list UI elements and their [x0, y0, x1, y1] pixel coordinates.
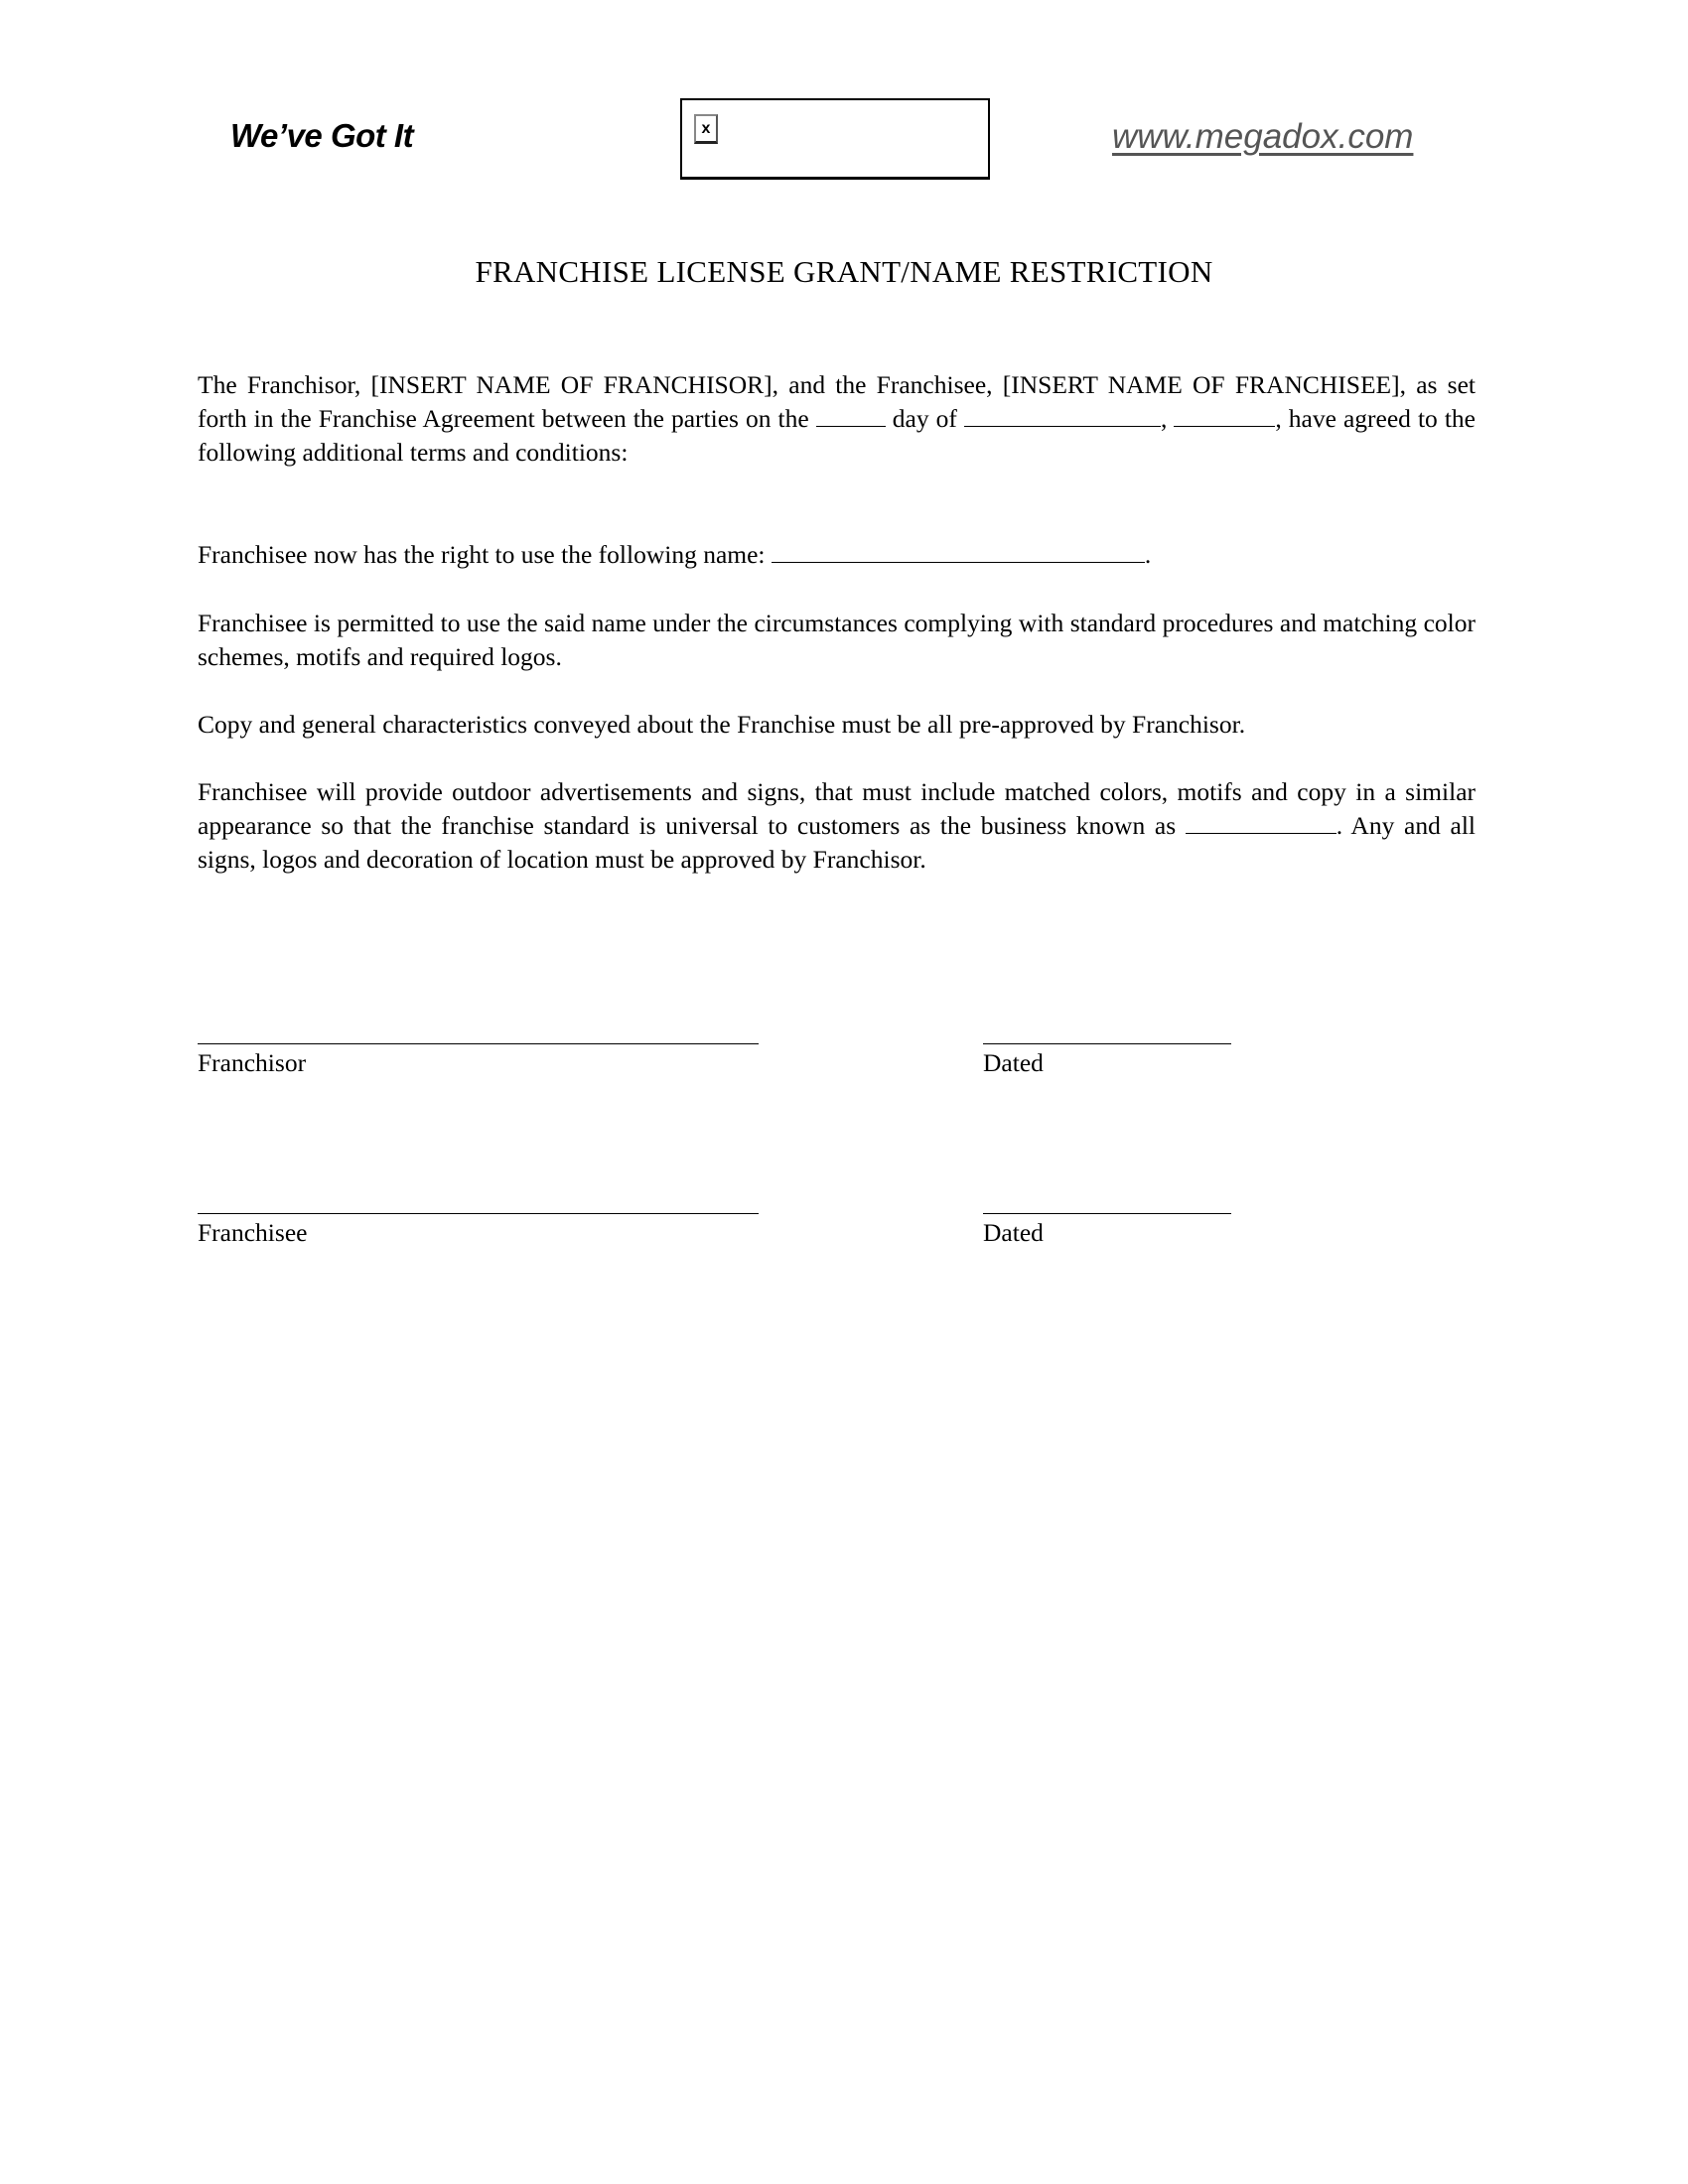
month-blank[interactable] [964, 406, 1161, 427]
intro-text-1: The Franchisor, [INSERT NAME OF FRANCHISOR], and the Franchisee, [INSERT NAME OF FRANCHISEE], as set forth in the Franchise Agreement between the parties on the [198, 370, 1476, 433]
intro-text-2: day of [892, 404, 957, 433]
franchisor-date-line[interactable] [983, 1043, 1231, 1044]
name-grant-period: . [1144, 540, 1152, 569]
franchisee-date-line[interactable] [983, 1213, 1231, 1214]
intro-text-3: , have agreed to the following additional terms and conditions: [198, 404, 1477, 467]
year-blank[interactable] [1174, 406, 1275, 427]
name-grant-text: Franchisee now has the right to use the following name: [198, 540, 766, 569]
intro-comma: , [1160, 404, 1168, 433]
approval-paragraph: Copy and general characteristics conveyed about the Franchise must be all pre-approved by Franchisor. [198, 710, 1246, 739]
franchisee-label: Franchisee [198, 1218, 308, 1247]
usage-paragraph: Franchisee is permitted to use the said name under the circumstances complying with standard procedures and matching color schemes, motifs and required logos. [198, 609, 1476, 671]
document-title: FRANCHISE LICENSE GRANT/NAME RESTRICTION [475, 254, 1213, 289]
signage-paragraph [198, 775, 1476, 877]
day-blank[interactable] [816, 406, 886, 427]
signage-text-2: . Any and all signs, logos and decoration of location must be approved by Franchisor. [198, 811, 1476, 874]
intro-paragraph [198, 368, 1476, 470]
brand-tagline: We’ve Got It [230, 117, 414, 154]
franchise-name-blank[interactable] [772, 542, 1145, 563]
franchisee-signature-line[interactable] [198, 1213, 759, 1214]
franchisee-date-label: Dated [983, 1218, 1044, 1247]
franchisor-date-label: Dated [983, 1048, 1044, 1077]
name-grant-paragraph [198, 538, 1476, 572]
franchisor-label: Franchisor [198, 1048, 307, 1077]
business-name-blank[interactable] [1186, 813, 1336, 834]
broken-image-icon: x [694, 114, 718, 144]
logo-image-placeholder [680, 98, 990, 180]
website-link[interactable]: www.megadox.com [1112, 117, 1414, 156]
signage-text-1: Franchisee will provide outdoor advertisements and signs, that must include matched colors, motifs and copy in a similar appearance so that the franchise standard is universal to customers as the business known as [198, 777, 1476, 840]
franchisor-signature-line[interactable] [198, 1043, 759, 1044]
